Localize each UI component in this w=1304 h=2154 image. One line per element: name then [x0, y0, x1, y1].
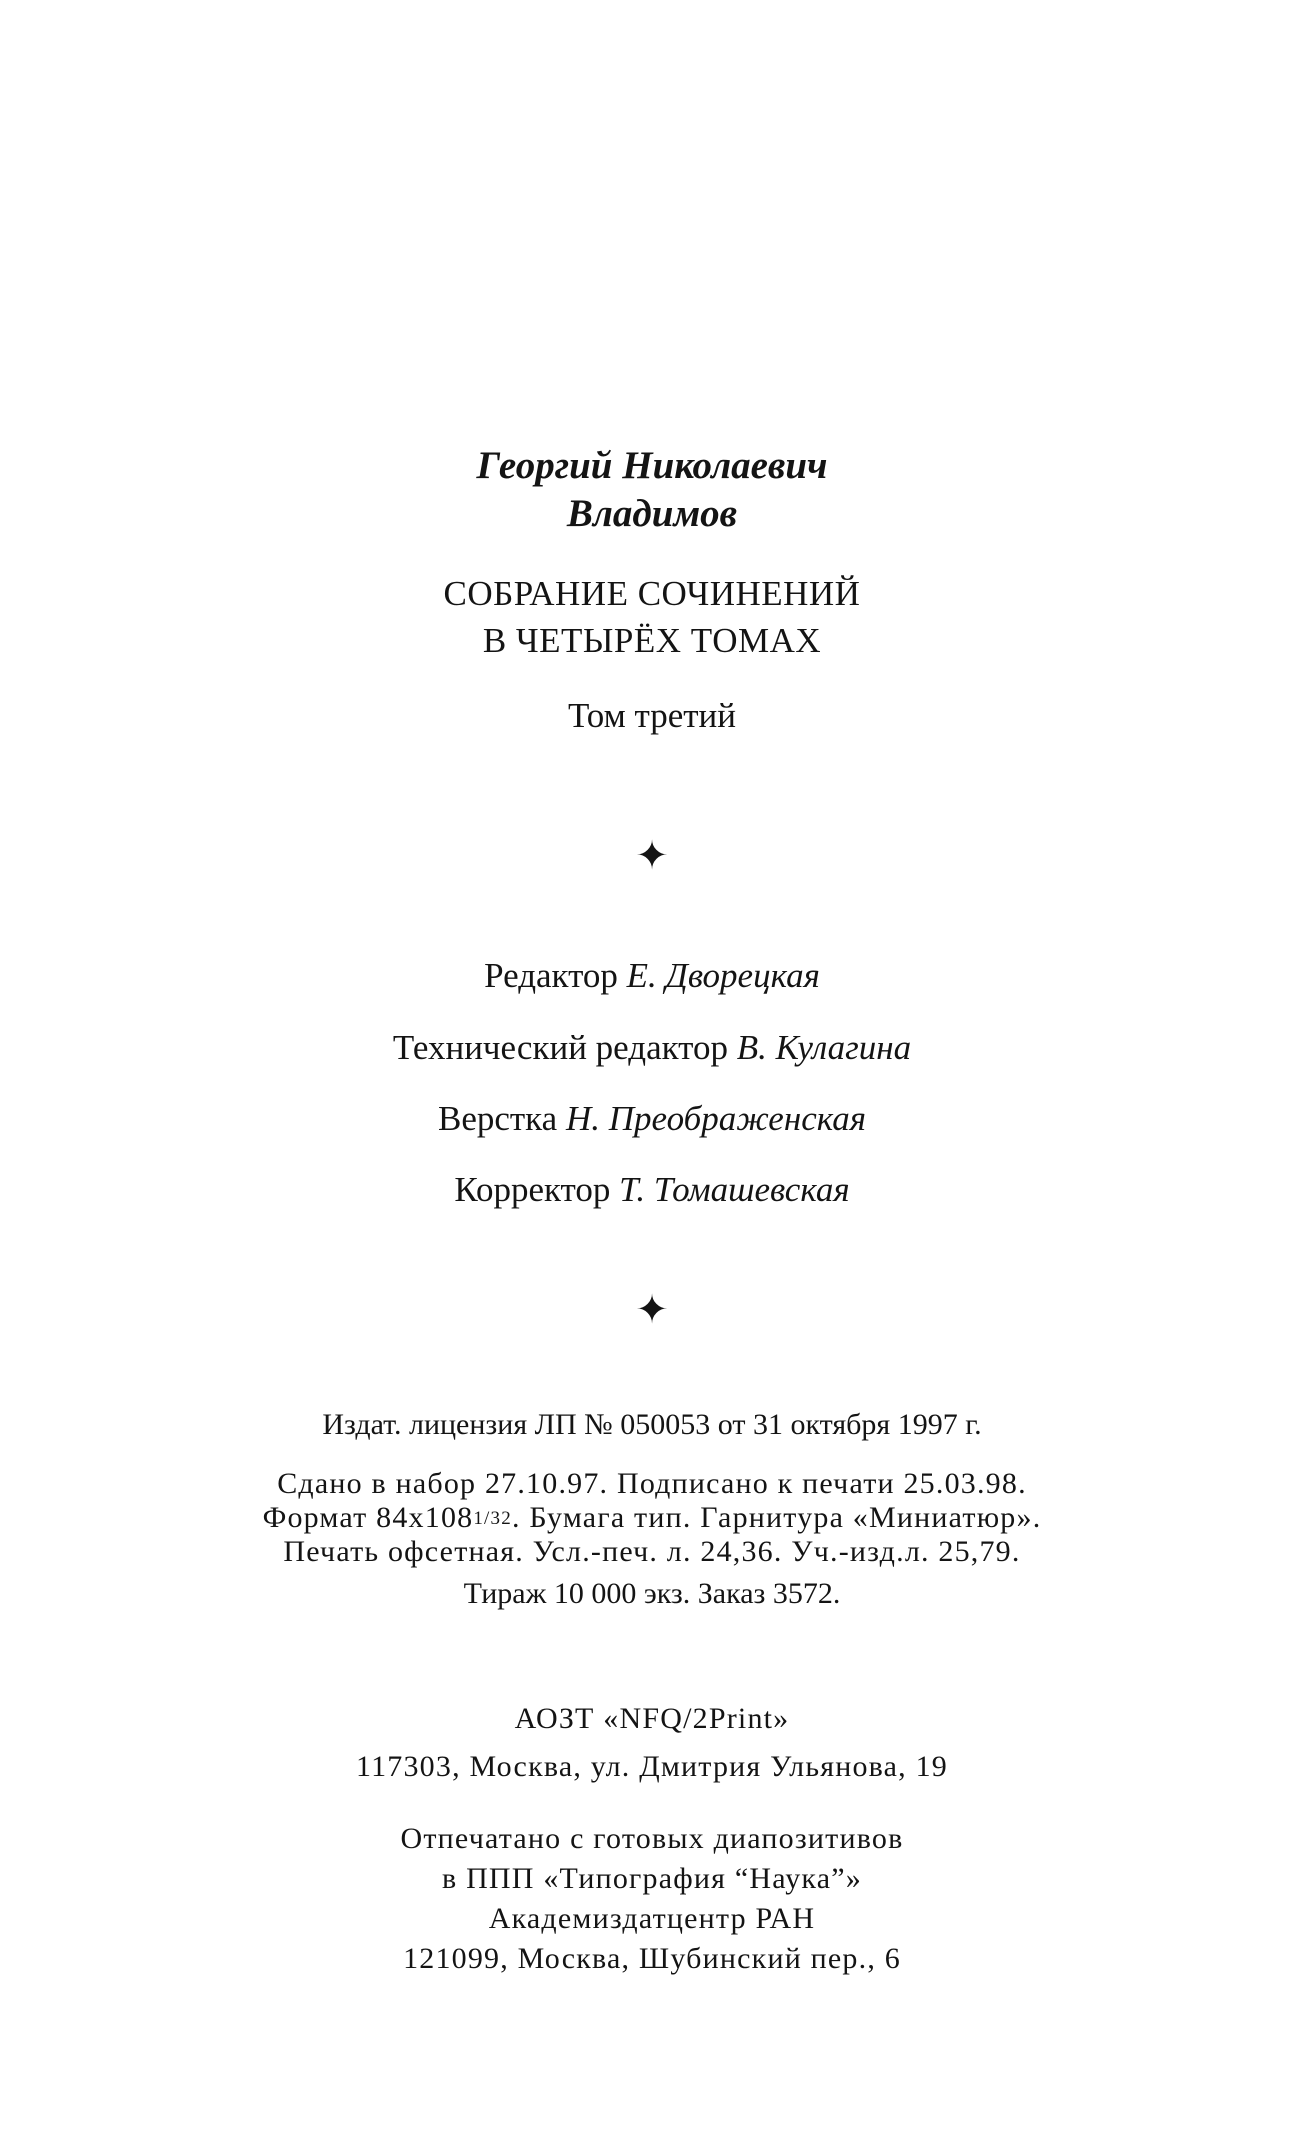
credit-role: Редактор [484, 956, 618, 995]
license-line: Издат. лицензия ЛП № 050053 от 31 октября 1997 г. [322, 1408, 982, 1441]
volume-label: Том третий [568, 696, 736, 735]
credit-role: Верстка [437, 1099, 558, 1138]
printer-line1: Отпечатано с готовых диапозитивов [400, 1822, 904, 1855]
credit-person: Н. Преображенская [565, 1099, 867, 1138]
credit-editor [0, 958, 1304, 993]
format-suffix: . Бумага тип. Гарнитура «Миниатюр». [511, 1501, 1042, 1534]
printer-line2: в ППП «Типография “Наука”» [442, 1862, 862, 1895]
credit-role: Корректор [454, 1170, 611, 1209]
credit-person: Т. Томашевская [619, 1170, 850, 1209]
print-run-line: Тираж 10 000 экз. Заказ 3572. [463, 1577, 841, 1610]
publisher-address: 117303, Москва, ул. Дмитрия Ульянова, 19 [356, 1750, 948, 1783]
submitted-line: Сдано в набор 27.10.97. Подписано к печати 25.03.98. [277, 1467, 1027, 1500]
collection-title-line1: СОБРАНИЕ СОЧИНЕНИЙ [443, 574, 861, 613]
format-fraction: 1/32 [473, 1508, 512, 1529]
collection-title-line2: В ЧЕТЫРЁХ ТОМАХ [482, 621, 822, 660]
print-info-line: Печать офсетная. Усл.-печ. л. 24,36. Уч.-изд.л. 25,79. [283, 1535, 1021, 1568]
diamond-star-icon: ✦ [635, 833, 669, 879]
printer-line3: Академиздатцентр РАН [488, 1902, 816, 1935]
credit-role: Технический редактор [392, 1028, 728, 1067]
printer-line4: 121099, Москва, Шубинский пер., 6 [403, 1942, 901, 1975]
format-line [0, 1503, 1304, 1533]
credit-person: Е. Дворецкая [626, 956, 820, 995]
credit-layout [0, 1101, 1304, 1136]
credit-person: В. Кулагина [736, 1028, 912, 1067]
credit-proofreader [0, 1172, 1304, 1207]
publisher-name: АОЗТ «NFQ/2Print» [514, 1702, 790, 1735]
author-surname-line: Владимов [566, 492, 738, 535]
author-name-line: Георгий Николаевич [476, 444, 828, 487]
format-prefix: Формат 84х108 [262, 1501, 474, 1534]
diamond-star-icon: ✦ [635, 1287, 669, 1333]
credit-technical-editor [0, 1030, 1304, 1065]
